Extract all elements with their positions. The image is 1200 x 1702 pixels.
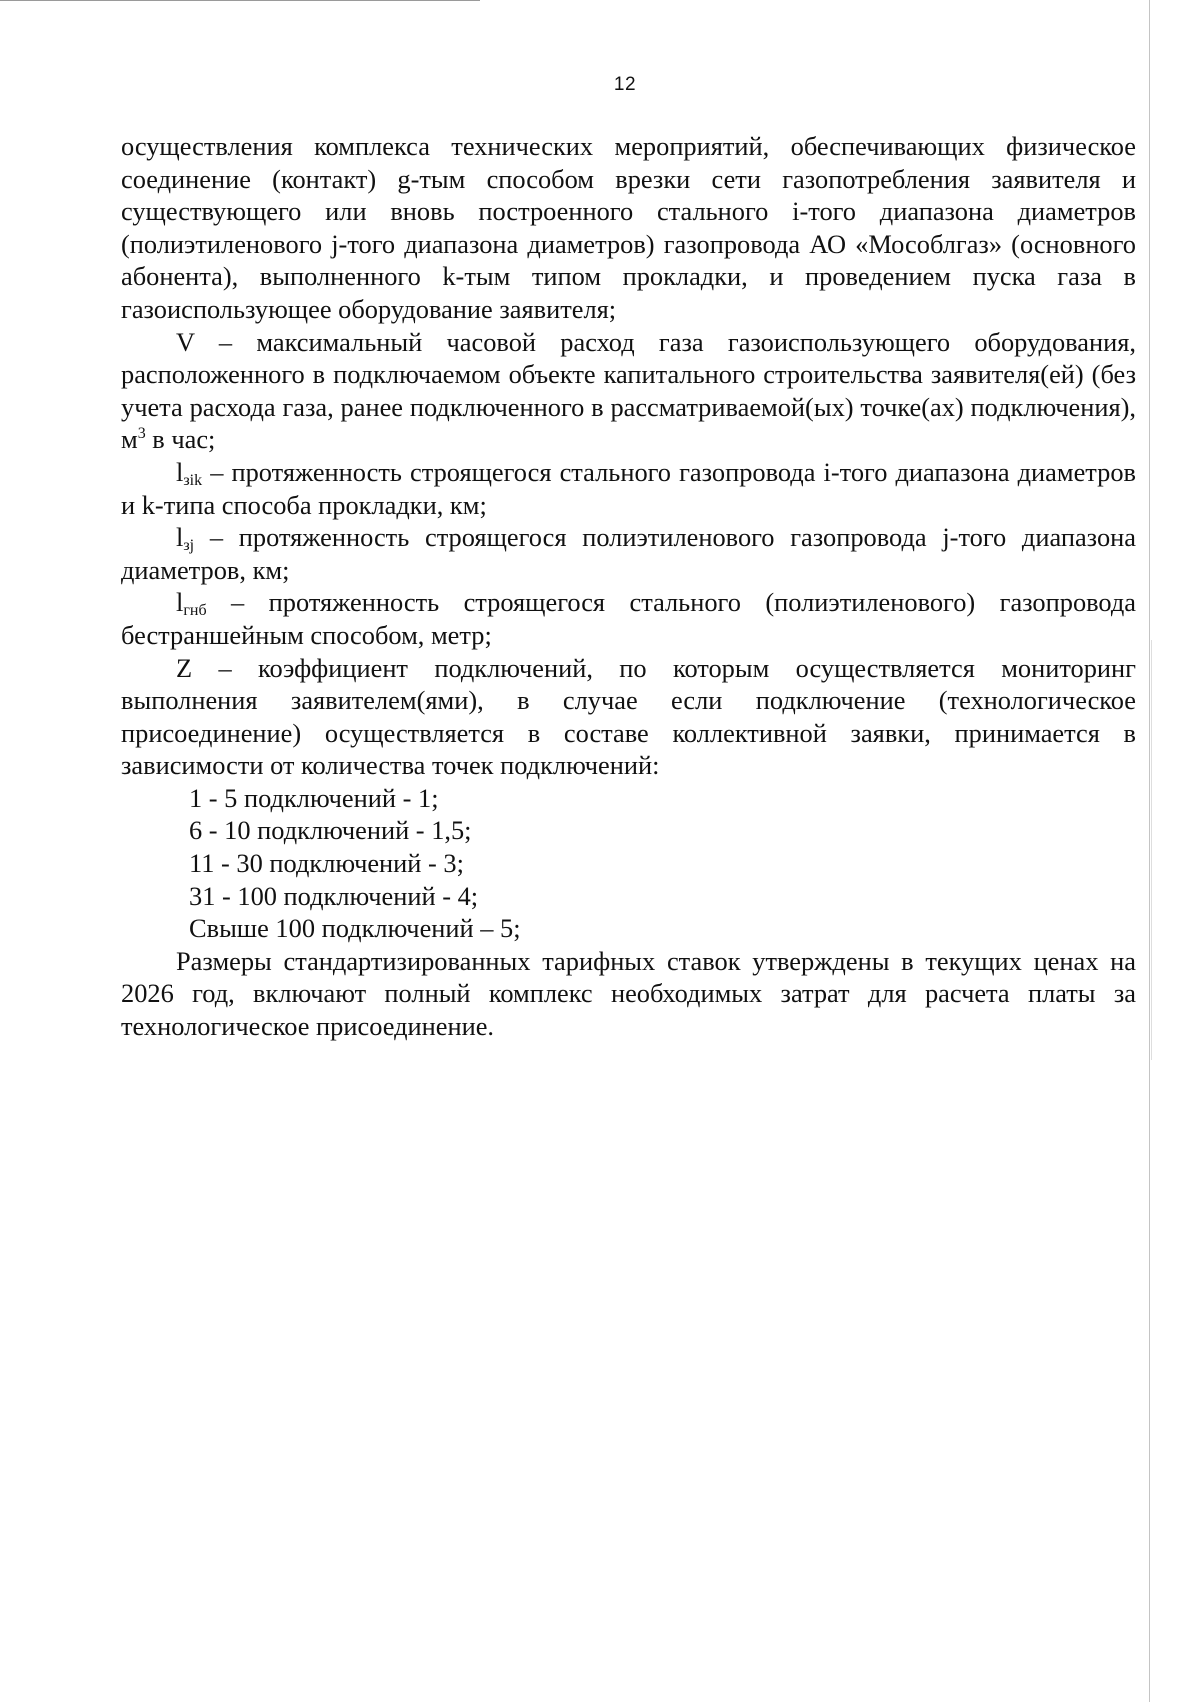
cubic-superscript: 3 (137, 425, 146, 443)
l-zj-text: – протяженность строящегося полиэтиленового газопровода j-того диапазона диаметров, км; (121, 522, 1136, 585)
paragraph-v-definition (121, 326, 1136, 456)
paragraph-closing: Размеры стандартизированных тарифных ставок утверждены в текущих ценах на 2026 год, включают полный комплекс необходимых затрат для расчета платы за технологическое присоединение. (121, 945, 1136, 1042)
v-definition-unit: в час; (145, 424, 216, 455)
z-scale-item: 11 - 30 подключений - 3; (189, 848, 464, 879)
scan-top-edge-line (0, 0, 480, 1)
l-gnb-symbol: l (176, 587, 184, 618)
page-number: 12 (613, 74, 637, 95)
l-gnb-subscript: гнб (183, 602, 207, 620)
paragraph-l-zj-definition (121, 521, 1136, 586)
paragraph-continuation: осуществления комплекса технических мероприятий, обеспечивающих физическое соединение (контакт) g-тым способом врезки сети газопотребления заявителя и существующего или вновь построенного стального i-того диапазона диаметров (полиэтиленового j-того диапазона диаметров) газопровода АО «Мособлгаз» (основного абонента), выполненного k-тым типом прокладки, и проведением пуска газа в газоиспользующее оборудование заявителя; (121, 131, 1136, 324)
z-scale-item: Свыше 100 подключений – 5; (189, 913, 521, 944)
scan-right-edge-shadow (1151, 640, 1152, 1060)
z-scale-item: 1 - 5 подключений - 1; (189, 782, 439, 813)
z-scale-item: 6 - 10 подключений - 1,5; (189, 815, 472, 846)
l-zik-text: – протяженность строящегося стального газопровода i-того диапазона диаметров и k-типа способа прокладки, км; (121, 456, 1136, 520)
z-scale-item: 31 - 100 подключений - 4; (189, 880, 479, 911)
paragraph-l-gnb-definition (121, 586, 1136, 651)
l-zj-symbol: l (176, 522, 184, 553)
l-gnb-text: – протяженность строящегося стального (полиэтиленового) газопровода бестраншейным способом, метр; (121, 587, 1136, 650)
scan-right-edge-line (1149, 0, 1150, 1702)
paragraph-l-zik-definition (121, 456, 1136, 521)
z-scale-list (121, 782, 1136, 945)
l-zik-symbol: l (176, 456, 184, 487)
l-zik-subscript: зik (183, 471, 203, 489)
paragraph-z-definition: Z – коэффициент подключений, по которым осуществляется мониторинг выполнения заявителем(ями), в случае если подключение (технологическое присоединение) осуществляется в составе коллективной заявки, принимается в зависимости от количества точек подключений: (121, 652, 1136, 781)
document-body (121, 130, 1136, 1043)
v-definition-text: V – максимальный часовой расход газа газоиспользующего оборудования, расположенного в подключаемом объекте капитального строительства заявителя(ей) (без учета расхода газа, ранее подключенного в рассматриваемой(ых) точке(ах) подключения), м (121, 326, 1136, 455)
l-zj-subscript: зj (183, 537, 195, 555)
